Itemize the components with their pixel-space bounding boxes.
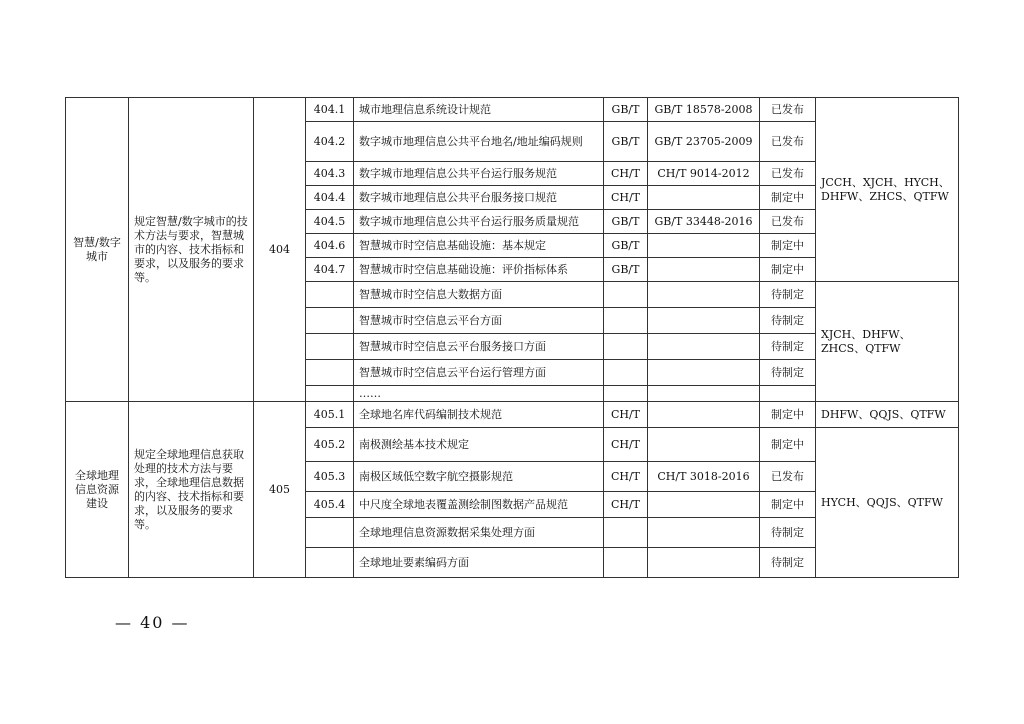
standard-number-cell: 405.1 [306, 402, 354, 428]
standard-number-cell [306, 548, 354, 578]
standard-code-cell [648, 428, 760, 462]
standard-type-cell: GB/T [604, 98, 648, 122]
standard-type-cell: CH/T [604, 402, 648, 428]
standard-name-cell: 南极测绘基本技术规定 [354, 428, 604, 462]
section-number-cell: 404 [254, 98, 306, 402]
standard-code-cell [648, 234, 760, 258]
standard-name-cell: 智慧城市时空信息基础设施：评价指标体系 [354, 258, 604, 282]
standard-number-cell: 404.7 [306, 258, 354, 282]
standard-type-cell: CH/T [604, 162, 648, 186]
standard-number-cell [306, 386, 354, 402]
description-cell: 规定全球地理信息获取处理的技术方法与要求，全球地理信息数据的内容、技术指标和要求，以及服务的要求等。 [129, 402, 254, 578]
standard-type-cell: CH/T [604, 462, 648, 492]
standard-name-cell: 城市地理信息系统设计规范 [354, 98, 604, 122]
standard-type-cell: CH/T [604, 428, 648, 462]
status-cell: 待制定 [760, 334, 816, 360]
standard-type-cell [604, 282, 648, 308]
standard-number-cell [306, 518, 354, 548]
table-row [66, 402, 959, 428]
section-number-cell: 405 [254, 402, 306, 578]
standard-code-cell [648, 492, 760, 518]
standard-code-cell [648, 282, 760, 308]
organizations-cell: XJCH、DHFW、ZHCS、QTFW [816, 282, 959, 402]
standard-code-cell: GB/T 23705-2009 [648, 122, 760, 162]
status-cell: 待制定 [760, 360, 816, 386]
category-cell: 全球地理信息资源建设 [66, 402, 129, 578]
status-cell: 已发布 [760, 122, 816, 162]
standard-type-cell: CH/T [604, 186, 648, 210]
standard-name-cell: 智慧城市时空信息基础设施：基本规定 [354, 234, 604, 258]
standard-number-cell: 404.1 [306, 98, 354, 122]
standard-type-cell [604, 386, 648, 402]
table-body [66, 98, 959, 578]
standard-number-cell [306, 334, 354, 360]
standard-type-cell: GB/T [604, 234, 648, 258]
standard-number-cell [306, 360, 354, 386]
standard-code-cell [648, 386, 760, 402]
status-cell: 制定中 [760, 402, 816, 428]
status-cell: 制定中 [760, 492, 816, 518]
standard-type-cell: GB/T [604, 122, 648, 162]
standard-name-cell: 数字城市地理信息公共平台服务接口规范 [354, 186, 604, 210]
standard-type-cell: GB/T [604, 210, 648, 234]
standard-name-cell: 全球地理信息资源数据采集处理方面 [354, 518, 604, 548]
standard-code-cell [648, 518, 760, 548]
status-cell: 制定中 [760, 186, 816, 210]
standard-number-cell: 404.6 [306, 234, 354, 258]
standard-number-cell [306, 282, 354, 308]
standard-name-cell: 智慧城市时空信息云平台服务接口方面 [354, 334, 604, 360]
standard-number-cell: 405.4 [306, 492, 354, 518]
standard-code-cell: CH/T 3018-2016 [648, 462, 760, 492]
status-cell: 制定中 [760, 428, 816, 462]
category-cell: 智慧/数字城市 [66, 98, 129, 402]
standard-name-cell: 数字城市地理信息公共平台运行服务质量规范 [354, 210, 604, 234]
standard-number-cell: 404.2 [306, 122, 354, 162]
standard-code-cell [648, 308, 760, 334]
standard-type-cell [604, 334, 648, 360]
standard-code-cell [648, 258, 760, 282]
standard-type-cell [604, 518, 648, 548]
page-number: — 40 — [115, 613, 190, 632]
standard-code-cell [648, 360, 760, 386]
status-cell: 已发布 [760, 210, 816, 234]
standard-number-cell: 404.3 [306, 162, 354, 186]
standard-name-cell: 智慧城市时空信息大数据方面 [354, 282, 604, 308]
standard-name-cell: 南极区域低空数字航空摄影规范 [354, 462, 604, 492]
organizations-cell: DHFW、QQJS、QTFW [816, 402, 959, 428]
organizations-cell: JCCH、XJCH、HYCH、DHFW、ZHCS、QTFW [816, 98, 959, 282]
standard-name-cell: 智慧城市时空信息云平台运行管理方面 [354, 360, 604, 386]
status-cell: 制定中 [760, 258, 816, 282]
standard-name-cell: 中尺度全球地表覆盖测绘制图数据产品规范 [354, 492, 604, 518]
standard-name-cell: …… [354, 386, 604, 402]
standard-name-cell: 数字城市地理信息公共平台运行服务规范 [354, 162, 604, 186]
standard-type-cell: CH/T [604, 492, 648, 518]
standard-code-cell [648, 548, 760, 578]
standard-name-cell: 数字城市地理信息公共平台地名/地址编码规则 [354, 122, 604, 162]
table-row [66, 98, 959, 122]
standard-code-cell: CH/T 9014-2012 [648, 162, 760, 186]
status-cell: 待制定 [760, 282, 816, 308]
status-cell: 待制定 [760, 518, 816, 548]
standard-code-cell [648, 334, 760, 360]
standard-type-cell [604, 308, 648, 334]
standard-code-cell [648, 402, 760, 428]
standards-table [65, 97, 959, 578]
status-cell [760, 386, 816, 402]
standard-number-cell: 404.4 [306, 186, 354, 210]
standard-number-cell: 405.2 [306, 428, 354, 462]
description-cell: 规定智慧/数字城市的技术方法与要求，智慧城市的内容、技术指标和要求，以及服务的要求等。 [129, 98, 254, 402]
status-cell: 待制定 [760, 548, 816, 578]
standard-type-cell [604, 360, 648, 386]
standard-code-cell: GB/T 18578-2008 [648, 98, 760, 122]
standard-code-cell: GB/T 33448-2016 [648, 210, 760, 234]
organizations-cell: HYCH、QQJS、QTFW [816, 428, 959, 578]
status-cell: 制定中 [760, 234, 816, 258]
status-cell: 待制定 [760, 308, 816, 334]
standard-name-cell: 全球地址要素编码方面 [354, 548, 604, 578]
standard-name-cell: 全球地名库代码编制技术规范 [354, 402, 604, 428]
standard-code-cell [648, 186, 760, 210]
status-cell: 已发布 [760, 98, 816, 122]
standard-number-cell [306, 308, 354, 334]
standard-name-cell: 智慧城市时空信息云平台方面 [354, 308, 604, 334]
status-cell: 已发布 [760, 162, 816, 186]
status-cell: 已发布 [760, 462, 816, 492]
standard-type-cell [604, 548, 648, 578]
standard-type-cell: GB/T [604, 258, 648, 282]
standard-number-cell: 404.5 [306, 210, 354, 234]
standard-number-cell: 405.3 [306, 462, 354, 492]
